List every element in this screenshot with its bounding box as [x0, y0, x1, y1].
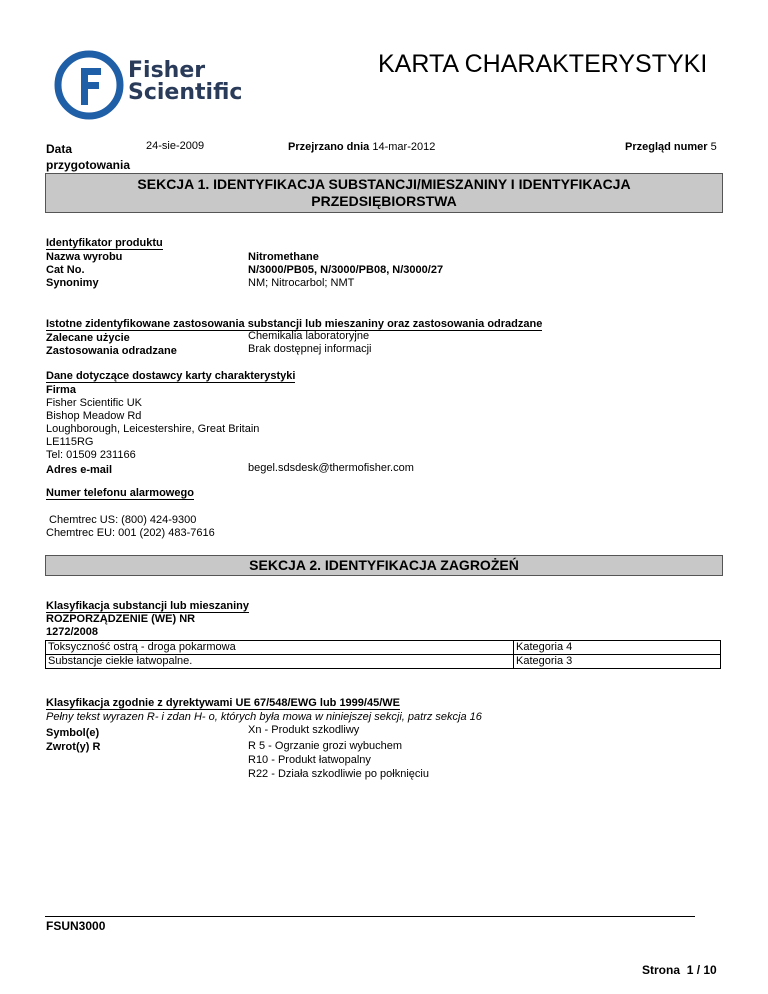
cat-no-value: N/3000/PB05, N/3000/PB08, N/3000/27	[248, 264, 444, 276]
prep-date-label	[46, 141, 130, 173]
logo-line-1: Fisher	[128, 58, 206, 83]
eu-classification-heading: Klasyfikacja zgodnie z dyrektywami UE 67/548/EWG lub 1999/45/WE	[46, 697, 400, 709]
emergency-line: Chemtrec US: (800) 424-9300	[46, 514, 197, 526]
company-line: LE115RG	[46, 436, 94, 448]
prep-label-line2: przygotowania	[46, 158, 131, 172]
classification-heading: Klasyfikacja substancji lub mieszaniny	[46, 600, 249, 612]
product-name-label: Nazwa wyrobu	[46, 251, 123, 263]
reviewed-date-block	[288, 141, 435, 153]
prep-label-line1: Data	[46, 142, 73, 156]
reviewed-date: 14-mar-2012	[372, 141, 436, 153]
product-name-value: Nitromethane	[248, 251, 319, 263]
prep-date: 24-sie-2009	[146, 140, 205, 152]
table-row	[46, 655, 721, 669]
company-line: Fisher Scientific UK	[46, 397, 142, 409]
page-indicator	[642, 963, 717, 977]
regulation-line2: 1272/2008	[46, 626, 98, 638]
synonyms-value: NM; Nitrocarbol; NMT	[248, 277, 355, 289]
r-phrase: R 5 - Ogrzanie grozi wybuchem	[248, 740, 403, 752]
revision-block	[625, 141, 717, 153]
advised-against-label: Zastosowania odradzane	[46, 345, 177, 357]
company-line: Loughborough, Leicestershire, Great Britain	[46, 423, 260, 435]
hazard-classification-table	[45, 640, 721, 669]
r-phrases-list	[248, 739, 429, 781]
footer-code: FSUN3000	[46, 919, 106, 933]
emergency-heading: Numer telefonu alarmowego	[46, 487, 194, 499]
page-number: 1 / 10	[686, 963, 717, 977]
section-1-heading-line1: SEKCJA 1. IDENTYFIKACJA SUBSTANCJI/MIESZANINY I IDENTYFIKACJA	[137, 176, 631, 192]
company-line: Tel: 01509 231166	[46, 449, 136, 461]
recommended-use-value: Chemikalia laboratoryjne	[248, 330, 370, 342]
r-phrase: R10 - Produkt łatwopalny	[248, 754, 371, 766]
section-1-heading	[45, 173, 723, 213]
page-label: Strona	[642, 963, 681, 977]
hazard-name: Toksyczność ostrą - droga pokarmowa	[46, 641, 514, 655]
hazard-category: Kategoria 3	[514, 655, 721, 669]
synonyms-label: Synonimy	[46, 277, 99, 289]
company-label: Firma	[46, 384, 76, 396]
emergency-line: Chemtrec EU: 001 (202) 483-7616	[46, 527, 215, 539]
advised-against-value: Brak dostępnej informacji	[248, 343, 372, 355]
email-value: begel.sdsdesk@thermofisher.com	[248, 462, 414, 474]
revision-number: 5	[710, 141, 717, 153]
uses-heading: Istotne zidentyfikowane zastosowania substancji lub mieszaniny oraz zastosowania odradzane	[46, 318, 543, 330]
recommended-use-label: Zalecane użycie	[46, 332, 130, 344]
logo-line-2: Scientific	[128, 80, 243, 105]
symbols-label: Symbol(e)	[46, 727, 100, 739]
cat-no-label: Cat No.	[46, 264, 85, 276]
section-1-heading-line2: PRZEDSIĘBIORSTWA	[311, 193, 457, 209]
company-address	[46, 397, 259, 462]
hazard-category: Kategoria 4	[514, 641, 721, 655]
section-2-heading: SEKCJA 2. IDENTYFIKACJA ZAGROŻEŃ	[45, 555, 723, 576]
supplier-heading: Dane dotyczące dostawcy karty charakterystyki	[46, 370, 296, 382]
fisher-f-circle-icon	[54, 50, 124, 120]
logo-wordmark	[128, 60, 242, 104]
document-title: KARTA CHARAKTERYSTYKI	[378, 50, 708, 78]
company-line: Bishop Meadow Rd	[46, 410, 142, 422]
r-phrase: R22 - Działa szkodliwie po połknięciu	[248, 768, 429, 780]
emergency-numbers	[46, 514, 215, 540]
r-phrases-label: Zwrot(y) R	[46, 741, 101, 753]
footer-divider	[45, 916, 695, 917]
revision-label: Przegląd numer	[625, 141, 708, 153]
symbols-value: Xn - Produkt szkodliwy	[248, 724, 360, 736]
table-row	[46, 641, 721, 655]
hazard-name: Substancje ciekłe łatwopalne.	[46, 655, 514, 669]
eu-classification-note: Pełny tekst wyrazen R- i zdan H- o, których była mowa w niniejszej sekcji, patrz sekcja 16	[46, 711, 482, 723]
regulation-line1: ROZPORZĄDZENIE (WE) NR	[46, 613, 196, 625]
product-id-heading: Identyfikator produktu	[46, 237, 163, 249]
email-label: Adres e-mail	[46, 464, 113, 476]
reviewed-label: Przejrzano dnia	[288, 141, 370, 153]
